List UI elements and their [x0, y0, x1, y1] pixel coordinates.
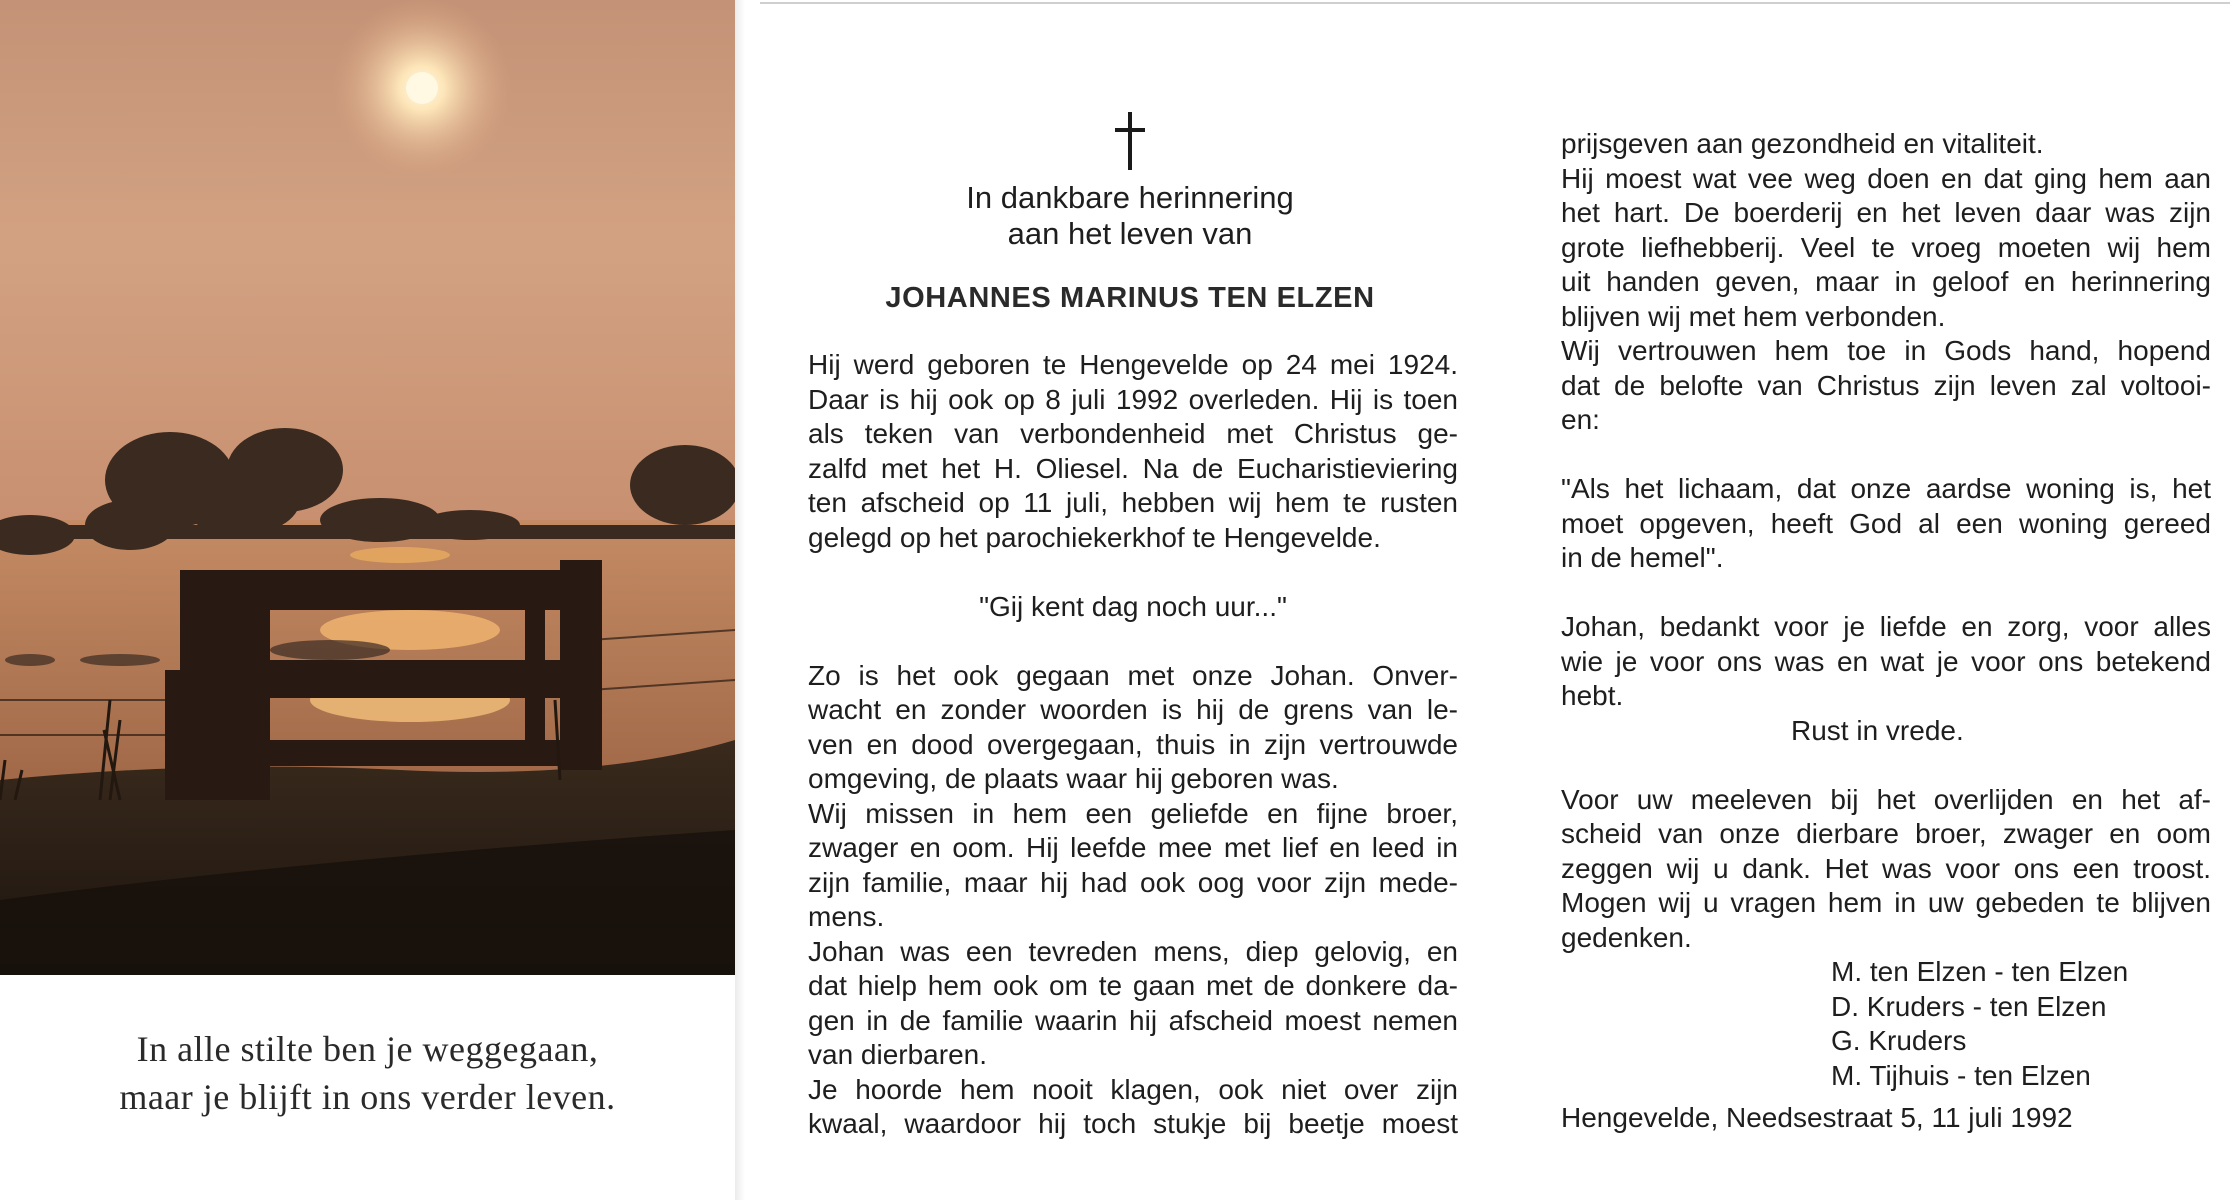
signatory: M. Tijhuis - ten Elzen [1831, 1059, 2091, 1091]
text-line: Hij werd geboren te Hengevelde op 24 mei 1924. [808, 349, 1458, 380]
text-line: Mogen wij u vragen hem in uw gebeden te blijven [1561, 887, 2211, 918]
poem [0, 1025, 735, 1121]
place-and-date: Hengevelde, Needsestraat 5, 11 juli 1992 [1561, 1102, 2073, 1133]
text-line: Daar is hij ook op 8 juli 1992 overleden. Hij is toen [808, 383, 1458, 415]
text-line: Johan was een tevreden mens, diep gelovig, en [808, 935, 1458, 967]
signatory: D. Kruders - ten Elzen [1831, 990, 2107, 1022]
text-line: blijven wij met hem verbonden. [1561, 300, 1946, 332]
text-line: grote liefhebberij. Veel te vroeg moeten wij hem [1561, 231, 2211, 263]
rest-in-peace: Rust in vrede. [1791, 714, 1964, 746]
text-line: zalfd met het H. Oliesel. Na de Eucharistieviering [808, 452, 1458, 484]
text-line: mens. [808, 901, 885, 932]
text-line: omgeving, de plaats waar hij geboren was. [808, 763, 1339, 794]
text-line: wacht en zonder woorden is hij de grens van le- [808, 694, 1458, 725]
text-line: Wij vertrouwen hem toe in Gods hand, hopend [1561, 335, 2211, 366]
intro-line: aan het leven van [1007, 216, 1253, 251]
text-line: Johan, bedankt voor je liefde en zorg, voor alles [1561, 611, 2211, 642]
text-line: Zo is het ook gegaan met onze Johan. Onver- [808, 659, 1458, 691]
text-line: ven en dood overgegaan, thuis in zijn vertrouwde [808, 728, 1458, 760]
text-line: Wij missen in hem een geliefde en fijne broer, [808, 797, 1458, 829]
quote-line: moet opgeven, heeft God al een woning gereed [1561, 507, 2211, 539]
text-line: van dierbaren. [808, 1039, 988, 1070]
signatory: M. ten Elzen - ten Elzen [1831, 956, 2129, 987]
poem-line: maar je blijft in ons verder leven. [119, 1077, 616, 1117]
intro [860, 180, 1400, 252]
text-line: kwaal, waardoor hij toch stukje bij beetje moest [808, 1108, 1458, 1139]
text-line: wie je voor ons was en wat je voor ons betekend [1561, 645, 2211, 677]
biography-column [808, 348, 1458, 1142]
text-line: gen in de familie waarin hij afscheid moest nemen [808, 1004, 1458, 1036]
top-edge [760, 2, 2230, 4]
text-line: dat de belofte van Christus zijn leven zal voltooi- [1561, 369, 2211, 401]
text-line: hebt. [1561, 680, 1624, 711]
text-line: scheid van onze dierbare broer, zwager en oom [1561, 818, 2211, 849]
text-line: ten afscheid op 11 juli, hebben wij hem te rusten [808, 487, 1458, 518]
text-line: Voor uw meeleven bij het overlijden en het af- [1561, 783, 2211, 815]
wooden-gate [165, 560, 602, 800]
fold-shadow [735, 0, 745, 1200]
quote-line: in de hemel". [1561, 542, 1724, 573]
text-line: het hart. De boerderij en het leven daar was zijn [1561, 197, 2211, 228]
quote-line: "Als het lichaam, dat onze aardse woning is, het [1561, 473, 2211, 504]
text-line: dat hielp hem ook om te gaan met de donkere da- [808, 970, 1458, 1001]
text-line: en: [1561, 404, 1600, 435]
text-line: prijsgeven aan gezondheid en vitaliteit. [1561, 128, 2044, 159]
intro-line: In dankbare herinnering [966, 180, 1294, 215]
right-column [1561, 127, 2211, 1136]
left-panel [0, 0, 735, 1200]
cross-icon [1110, 112, 1150, 170]
text-line: zijn familie, maar hij had ook oog voor zijn mede- [808, 866, 1458, 898]
sunset-landscape-photo [0, 0, 735, 975]
deceased-name: JOHANNES MARINUS TEN ELZEN [885, 282, 1375, 314]
text-line: gedenken. [1561, 921, 1692, 953]
text-line: Hij moest wat vee weg doen en dat ging hem aan [1561, 162, 2211, 194]
text-line: uit handen geven, maar in geloof en herinnering [1561, 266, 2211, 297]
text-line: Je hoorde hem nooit klagen, ook niet over zijn [808, 1073, 1458, 1105]
text-line: als teken van verbondenheid met Christus ge- [808, 418, 1458, 449]
quote-line: "Gij kent dag noch uur..." [979, 590, 1287, 622]
text-line: gelegd op het parochiekerkhof te Hengevelde. [808, 521, 1381, 553]
poem-line: In alle stilte ben je weggegaan, [136, 1029, 599, 1069]
signatory: G. Kruders [1831, 1025, 1967, 1056]
text-line: zeggen wij u dank. Het was voor ons een troost. [1561, 852, 2211, 884]
text-line: zwager en oom. Hij leefde mee met lief en leed in [808, 832, 1458, 863]
